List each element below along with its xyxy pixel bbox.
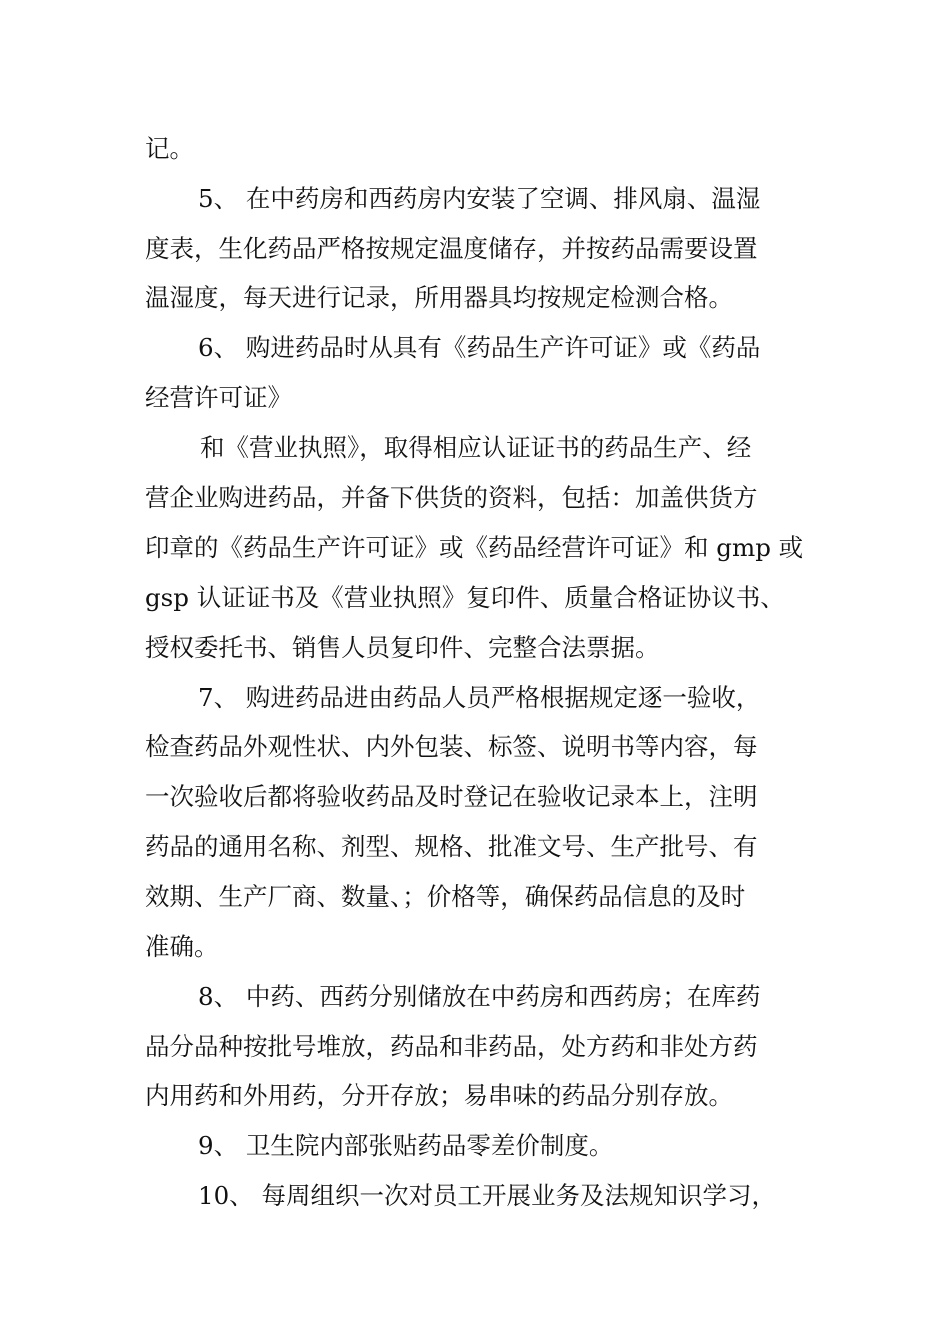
text-line: 品分品种按批号堆放，药品和非药品，处方药和非处方药	[145, 1032, 758, 1061]
text-line: 内用药和外用药，分开存放；易串味的药品分别存放。	[145, 1081, 733, 1110]
text-line: 准确。	[145, 932, 219, 961]
text-line: 检查药品外观性状、内外包装、标签、说明书等内容，每	[145, 732, 758, 761]
text-line: 度表，生化药品严格按规定温度储存，并按药品需要设置	[145, 234, 758, 263]
text-line: 9、 卫生院内部张贴药品零差价制度。	[198, 1131, 614, 1160]
text-line: 和《营业执照》，取得相应认证证书的药品生产、经	[200, 433, 752, 462]
text-line: 一次验收后都将验收药品及时登记在验收记录本上，注明	[145, 782, 758, 811]
text-line: 7、 购进药品进由药品人员严格根据规定逐一验收，	[198, 683, 761, 712]
text-line: 温湿度，每天进行记录，所用器具均按规定检测合格。	[145, 283, 733, 312]
text-line: 10、 每周组织一次对员工开展业务及法规知识学习，	[198, 1181, 776, 1210]
text-line: 记。	[145, 134, 194, 163]
text-line: 6、 购进药品时从具有《药品生产许可证》或《药品	[198, 333, 761, 362]
text-line: gsp 认证证书及《营业执照》复印件、质量合格证协议书、	[145, 583, 785, 612]
text-line: 药品的通用名称、剂型、规格、批准文号、生产批号、有	[145, 832, 758, 861]
text-line: 印章的《药品生产许可证》或《药品经营许可证》和 gmp 或	[145, 533, 804, 562]
text-line: 授权委托书、销售人员复印件、完整合法票据。	[145, 633, 660, 662]
text-line: 5、 在中药房和西药房内安装了空调、排风扇、温湿	[198, 184, 761, 213]
text-line: 营企业购进药品，并备下供货的资料，包括：加盖供货方	[145, 483, 758, 512]
text-line: 8、 中药、西药分别储放在中药房和西药房；在库药	[198, 982, 761, 1011]
text-line: 经营许可证》	[145, 383, 292, 412]
text-line: 效期、生产厂商、数量、；价格等，确保药品信息的及时	[145, 882, 746, 911]
